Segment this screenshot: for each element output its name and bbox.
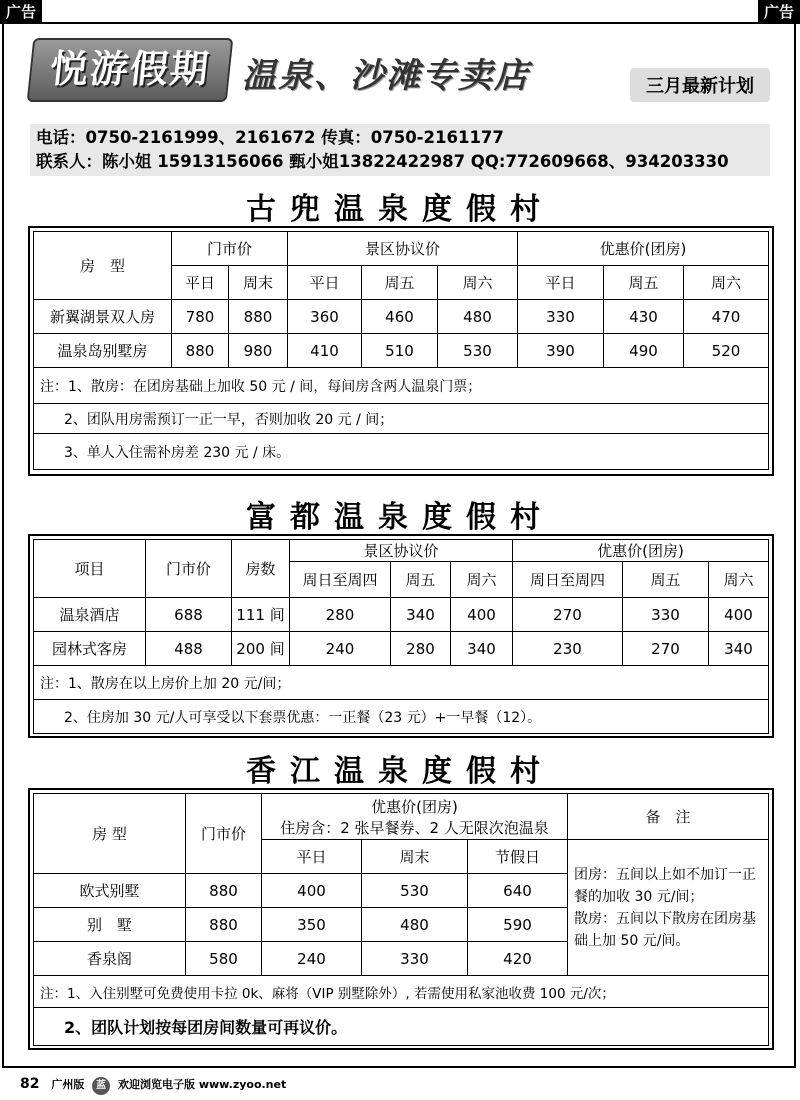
rack-price: 880 (186, 874, 262, 908)
price-cell: 530 (362, 874, 468, 908)
note-line: 3、单人入住需补房差 230 元 / 床。 (33, 434, 769, 470)
price-cell: 590 (468, 908, 568, 942)
remark-scatter: 散房：五间以下散房在团房基础上加 50 元/间。 (574, 910, 756, 949)
subheader-cell: 周六 (451, 562, 513, 598)
header-scenic-price: 景区协议价 (288, 232, 518, 266)
rack-price: 880 (186, 908, 262, 942)
price-cell: 400 (709, 598, 769, 632)
price-cell: 410 (288, 334, 362, 368)
brand-badge-icon: 蓝 (92, 1077, 110, 1095)
room-name: 园林式客房 (34, 632, 146, 666)
header-rack-price: 门市价 (146, 540, 232, 598)
note-line: 2、团队用房需预订一正一早，否则加收 20 元 / 间； (33, 404, 769, 434)
price-cell: 430 (604, 300, 684, 334)
brand-logo: 悦游假期 (27, 38, 234, 102)
subheader-cell: 平日 (288, 266, 362, 300)
subheader-cell: 周六 (709, 562, 769, 598)
ad-label-right: 广告 (758, 0, 800, 24)
remark-group: 团房：五间以上如不加订一正餐的加收 30 元/间； (574, 866, 756, 905)
room-count: 200 间 (232, 632, 290, 666)
subheader-cell: 周五 (362, 266, 438, 300)
price-cell: 400 (262, 874, 362, 908)
price-cell: 880 (229, 300, 288, 334)
price-cell: 340 (391, 598, 451, 632)
website-url: www.zyoo.net (198, 1078, 287, 1091)
price-cell: 240 (262, 942, 362, 976)
header-scenic-price: 景区协议价 (290, 540, 513, 562)
rack-price: 580 (186, 942, 262, 976)
header-room-count: 房数 (232, 540, 290, 598)
note-line: 注：1、散房在以上房价上加 20 元/间； (33, 666, 769, 700)
price-cell: 280 (290, 598, 391, 632)
table-row (34, 334, 769, 368)
header-rack-price: 门市价 (172, 232, 288, 266)
note-line: 注：1、散房：在团房基础上加收 50 元 / 间，每间房含两人温泉门票； (33, 368, 769, 404)
table-row (34, 300, 769, 334)
rack-price: 488 (146, 632, 232, 666)
price-cell: 880 (172, 334, 229, 368)
price-cell: 240 (290, 632, 391, 666)
header-slogan: 温泉、沙滩专卖店 (242, 56, 530, 96)
price-cell: 270 (623, 632, 709, 666)
price-cell: 480 (438, 300, 518, 334)
room-count: 111 间 (232, 598, 290, 632)
header-promo-price (262, 794, 568, 840)
ad-label-left: 广告 (0, 0, 42, 24)
subheader-cell: 平日 (518, 266, 604, 300)
subheader-cell: 周六 (438, 266, 518, 300)
subheader-cell: 周五 (391, 562, 451, 598)
price-cell: 510 (362, 334, 438, 368)
room-name: 香泉阁 (34, 942, 186, 976)
edition-label: 广州版 (51, 1078, 85, 1091)
price-cell: 330 (362, 942, 468, 976)
price-cell: 980 (229, 334, 288, 368)
room-name: 温泉岛别墅房 (34, 334, 172, 368)
plan-badge: 三月最新计划 (630, 68, 770, 102)
resort3-box (28, 788, 774, 1050)
header-remark: 备 注 (568, 794, 769, 840)
subheader-cell: 周末 (362, 840, 468, 874)
price-cell: 230 (513, 632, 623, 666)
header-promo-price: 优惠价(团房) (513, 540, 769, 562)
resort1-price-table (33, 231, 769, 368)
header-item: 项目 (34, 540, 146, 598)
resort2-title: 富都温泉度假村 (246, 500, 554, 535)
header (30, 34, 770, 110)
note-line: 2、团队计划按每团房间数量可再议价。 (33, 1008, 769, 1046)
remark-cell (568, 840, 769, 976)
price-cell: 490 (604, 334, 684, 368)
subheader-cell: 节假日 (468, 840, 568, 874)
header-room-type: 房 型 (34, 232, 172, 300)
price-cell: 520 (684, 334, 769, 368)
room-name: 别 墅 (34, 908, 186, 942)
price-cell: 330 (623, 598, 709, 632)
rack-price: 688 (146, 598, 232, 632)
room-name: 新翼湖景双人房 (34, 300, 172, 334)
price-cell: 350 (262, 908, 362, 942)
price-cell: 480 (362, 908, 468, 942)
resort3-price-table (33, 793, 769, 976)
page-number: 82 (20, 1076, 40, 1092)
resort2-box (28, 534, 774, 738)
price-cell: 400 (451, 598, 513, 632)
price-cell: 330 (518, 300, 604, 334)
resort2-price-table (33, 539, 769, 666)
price-cell: 420 (468, 942, 568, 976)
resort1-box (28, 226, 774, 476)
subheader-cell: 周五 (604, 266, 684, 300)
header-promo-includes: 住房含：2 张早餐券、2 人无限次泡温泉 (280, 818, 549, 837)
footer (20, 1076, 286, 1095)
price-cell: 280 (391, 632, 451, 666)
price-cell: 340 (451, 632, 513, 666)
contact-persons: 联系人：陈小姐 15913156066 甄小姐13822422987 QQ:772609668、934203330 (36, 152, 729, 171)
header-room-type: 房 型 (34, 794, 186, 874)
table-row (34, 632, 769, 666)
price-cell: 360 (288, 300, 362, 334)
price-cell: 780 (172, 300, 229, 334)
header-promo-title: 优惠价(团房) (371, 797, 458, 816)
price-cell: 640 (468, 874, 568, 908)
price-cell: 530 (438, 334, 518, 368)
contact-info (30, 124, 770, 176)
price-cell: 340 (709, 632, 769, 666)
contact-phone: 电话：0750-2161999、2161672 传真：0750-2161177 (36, 128, 504, 147)
table-row (34, 598, 769, 632)
resort1-title: 古兜温泉度假村 (246, 192, 554, 227)
room-name: 欧式别墅 (34, 874, 186, 908)
resort3-title: 香江温泉度假村 (246, 754, 554, 789)
subheader-cell: 平日 (262, 840, 362, 874)
subheader-cell: 周日至周四 (513, 562, 623, 598)
room-name: 温泉酒店 (34, 598, 146, 632)
header-rack-price: 门市价 (186, 794, 262, 874)
subheader-cell: 周六 (684, 266, 769, 300)
subheader-cell: 周末 (229, 266, 288, 300)
welcome-text: 欢迎浏览电子版 (118, 1078, 196, 1091)
header-promo-price: 优惠价(团房) (518, 232, 769, 266)
subheader-cell: 周五 (623, 562, 709, 598)
note-line: 2、住房加 30 元/人可享受以下套票优惠：一正餐（23 元）+一早餐（12）。 (33, 700, 769, 734)
subheader-cell: 周日至周四 (290, 562, 391, 598)
price-cell: 270 (513, 598, 623, 632)
subheader-cell: 平日 (172, 266, 229, 300)
price-cell: 460 (362, 300, 438, 334)
price-cell: 470 (684, 300, 769, 334)
note-line: 注：1、入住别墅可免费使用卡拉 0k、麻将（VIP 别墅除外）, 若需使用私家池收费 100 元/次； (33, 976, 769, 1008)
price-cell: 390 (518, 334, 604, 368)
